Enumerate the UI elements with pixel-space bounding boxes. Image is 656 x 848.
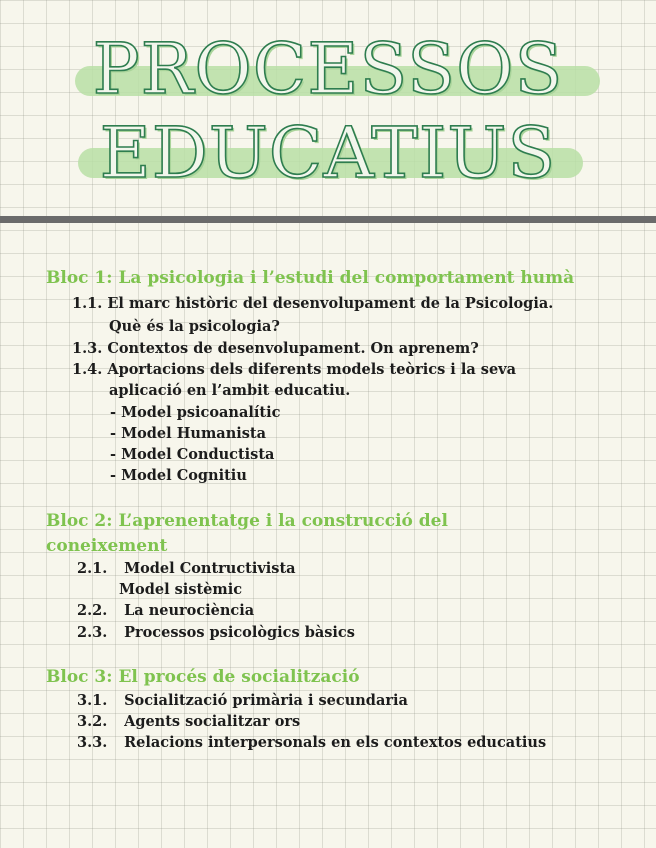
bloc2-item-2-1 — [77, 558, 296, 579]
item-text: Relacions interpersonals en els contextos educatius — [124, 734, 547, 751]
item-text: Aportacions dels diferents models teòrics i la seva — [107, 361, 517, 378]
item-number: 3.1. — [77, 692, 108, 709]
bloc2-heading-line1: Bloc 2: L’aprenentatge i la construcció del — [46, 511, 448, 531]
model-item: - Model Humanista — [110, 425, 266, 442]
bloc1-item-1-3 — [72, 338, 479, 359]
item-text: La neurociència — [124, 602, 255, 619]
model-item: - Model psicoanalític — [110, 404, 281, 421]
bloc1-item-1-4-cont: aplicació en l’ambit educatiu. — [109, 382, 351, 399]
model-item: - Model Cognitiu — [110, 467, 247, 484]
item-number: 3.3. — [77, 734, 108, 751]
item-text: El marc històric del desenvolupament de la Psicologia. — [107, 295, 554, 312]
model-item: - Model Conductista — [110, 446, 275, 463]
bloc3-item-3-1 — [77, 690, 408, 711]
bloc2-heading-line2: coneixement — [46, 536, 168, 556]
bloc1-item-1-1-cont: Què és la psicologia? — [109, 318, 280, 335]
item-number: 2.2. — [77, 602, 108, 619]
item-number: 2.3. — [77, 624, 108, 641]
bloc3-item-3-2 — [77, 711, 300, 732]
item-text: Processos psicològics bàsics — [124, 624, 355, 641]
item-number: 2.1. — [77, 560, 108, 577]
divider-bar — [0, 216, 656, 223]
title-line-2: EDUCATIUS — [99, 112, 557, 194]
bloc1-heading: Bloc 1: La psicologia i l’estudi del comportament humà — [46, 268, 575, 288]
bloc2-item-2-3 — [77, 622, 355, 643]
bloc1-item-1-1 — [72, 293, 553, 314]
bloc3-heading: Bloc 3: El procés de socialització — [46, 667, 360, 687]
title-line-1: PROCESSOS — [92, 28, 564, 110]
item-text: Socialització primària i secundaria — [124, 692, 408, 709]
item-text: Agents socialitzar ors — [124, 713, 301, 730]
item-text: Model Contructivista — [124, 560, 296, 577]
bloc2-item-2-1-cont: Model sistèmic — [119, 581, 243, 598]
item-number: 1.1. — [72, 295, 103, 312]
item-number: 1.3. — [72, 340, 103, 357]
bloc2-item-2-2 — [77, 600, 254, 621]
item-number: 3.2. — [77, 713, 108, 730]
bloc1-item-1-4 — [72, 359, 516, 380]
item-number: 1.4. — [72, 361, 103, 378]
bloc3-item-3-3 — [77, 732, 546, 753]
item-text: Contextos de desenvolupament. On aprenem? — [107, 340, 479, 357]
